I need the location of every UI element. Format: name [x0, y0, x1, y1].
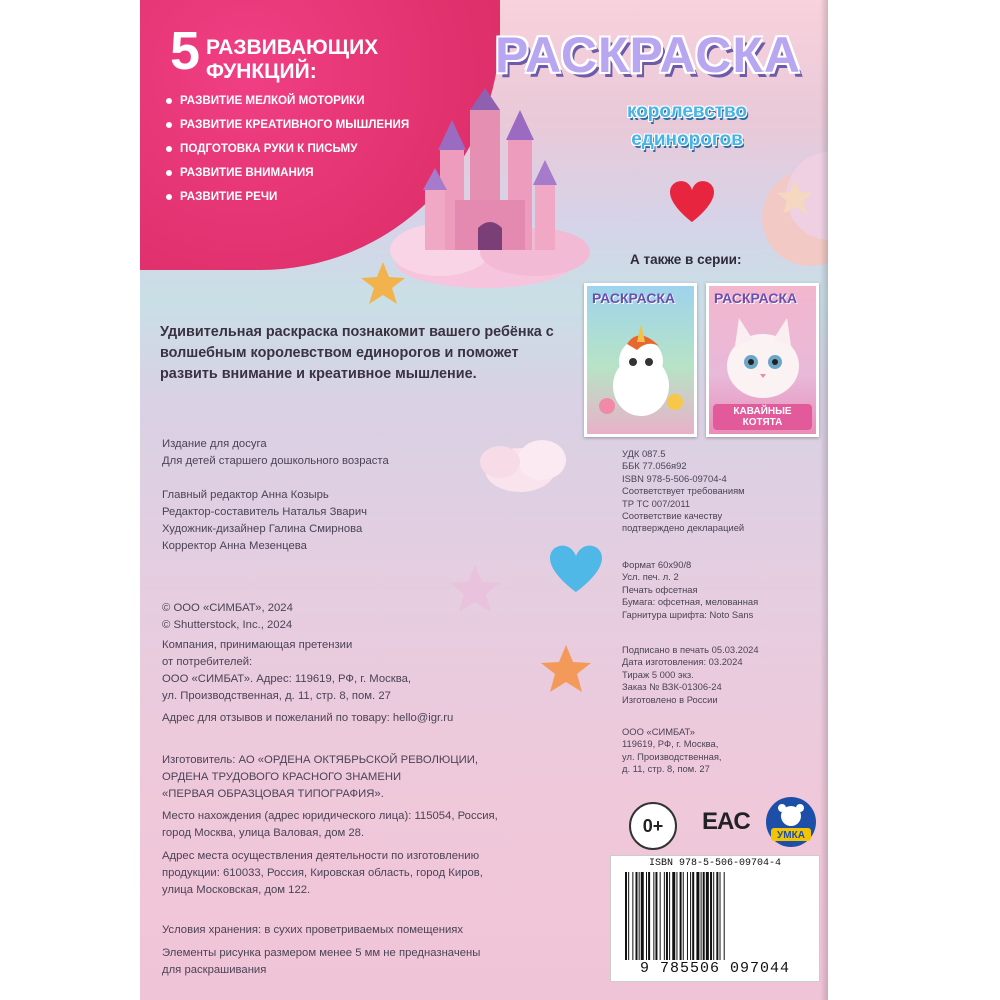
copyright-line: © Shutterstock, Inc., 2024: [162, 619, 293, 631]
print-line: Тираж 5 000 экз.: [622, 668, 694, 680]
series-book-title: РАСКРАСКА: [592, 290, 676, 306]
bibliographic-line: ББК 77.056я92: [622, 460, 687, 472]
format-line: Формат 60x90/8: [622, 559, 692, 570]
bibliographic-block: [622, 448, 745, 535]
star-icon: [450, 565, 500, 612]
format-block: [622, 559, 758, 621]
format-line: Усл. печ. л. 2: [622, 571, 679, 583]
credits-block: [162, 487, 367, 555]
barcode-bar: [703, 872, 705, 960]
publisher-line: д. 11, стр. 8, пом. 27: [622, 763, 710, 775]
manufacturer-block: [162, 752, 478, 803]
barcode-bar: [666, 872, 668, 960]
barcode-bar: [655, 872, 657, 960]
kitten-illustration: [709, 306, 816, 406]
publisher-line: ул. Производственная,: [622, 750, 722, 762]
barcode-bar: [687, 872, 688, 960]
barcode-bars: [625, 872, 811, 960]
series-book-unicorn: [584, 283, 697, 437]
function-item: РАЗВИТИЕ МЕЛКОЙ МОТОРИКИ: [164, 92, 434, 109]
bibliographic-line: УДК 087.5: [622, 448, 666, 459]
function-item: РАЗВИТИЕ ВНИМАНИЯ: [164, 164, 434, 181]
print-block: [622, 644, 759, 706]
publisher-block: [622, 726, 722, 776]
activity-line: Адрес места осуществления деятельности по изготовлению: [162, 850, 480, 862]
barcode-bar: [706, 872, 709, 960]
claims-line: ООО «СИМБАТ». Адрес: 119619, РФ, г. Москва,: [162, 673, 412, 685]
activity-block: [162, 848, 483, 899]
feedback-line: Адрес для отзывов и пожеланий по товару: hello@igr.ru: [162, 712, 454, 724]
location-line: город Москва, улица Валовая, дом 28.: [162, 827, 365, 839]
location-block: [162, 808, 498, 842]
barcode-bar: [692, 872, 694, 960]
barcode-bar: [672, 872, 675, 960]
publisher-line: ООО «СИМБАТ»: [622, 726, 696, 737]
edition-block: [162, 436, 389, 470]
barcode-bar: [641, 872, 644, 960]
barcode-bar: [713, 872, 714, 960]
manufacturer-line: Изготовитель: АО «ОРДЕНА ОКТЯБРЬСКОЙ РЕВОЛЮЦИИ,: [162, 754, 479, 766]
barcode-bar: [632, 872, 633, 960]
copyright-line: © ООО «СИМБАТ», 2024: [162, 602, 293, 614]
barcode-bar: [660, 872, 661, 960]
barcode-bar: [625, 872, 627, 960]
umka-logo: [765, 796, 817, 848]
activity-line: продукции: 610033, Россия, Кировская область, город Киров,: [162, 867, 483, 879]
book-title: РАСКРАСКА: [495, 27, 801, 83]
heart-icon: [550, 546, 602, 592]
manufacturer-line: ОРДЕНА ТРУДОВОГО КРАСНОГО ЗНАМЕНИ: [162, 771, 402, 783]
barcode-bar: [701, 872, 702, 960]
functions-title-line2: ФУНКЦИЙ:: [206, 60, 317, 83]
elements-block: [162, 945, 480, 979]
storage-line: Условия хранения: в сухих проветриваемых помещениях: [162, 924, 464, 936]
series-label: А также в серии:: [630, 252, 742, 267]
copyright-block: [162, 600, 293, 634]
location-line: Место нахождения (адрес юридического лица): 115054, Россия,: [162, 810, 498, 822]
barcode-bar: [696, 872, 699, 960]
elements-line: для раскрашивания: [162, 964, 267, 976]
subtitle-line2: единорогов: [631, 129, 743, 150]
claims-line: ул. Производственная, д. 11, стр. 8, пом. 27: [162, 690, 391, 702]
unicorn-illustration: [587, 306, 694, 426]
bibliographic-line: ISBN 978-5-506-09704-4: [622, 472, 727, 484]
bibliographic-line: Соответствует требованиям: [622, 485, 745, 497]
isbn-barcode: [610, 855, 820, 982]
barcode-bar: [648, 872, 650, 960]
barcode-bar: [680, 872, 682, 960]
cloud-illustration: [480, 440, 566, 492]
barcode-bar: [683, 872, 684, 960]
subtitle-line1: королевство: [626, 101, 748, 122]
function-item: РАЗВИТИЕ РЕЧИ: [164, 188, 434, 205]
credit-line: Главный редактор Анна Козырь: [162, 489, 329, 501]
bibliographic-line: Соответствие качеству: [622, 510, 723, 522]
barcode-bar: [716, 872, 718, 960]
format-line: Печать офсетная: [622, 583, 698, 595]
print-line: Подписано в печать 05.03.2024: [622, 644, 759, 655]
series-book-kittens: [706, 283, 819, 437]
barcode-bar: [628, 872, 629, 960]
edition-line: Издание для досуга: [162, 438, 267, 450]
castle-illustration: [390, 88, 590, 288]
barcode-bar: [639, 872, 640, 960]
barcode-bar: [653, 872, 654, 960]
credit-line: Редактор-составитель Наталья Зварич: [162, 506, 368, 518]
barcode-bar: [710, 872, 712, 960]
intro-text: Удивительная раскраска познакомит вашего ребёнка с волшебным королевством единорогов и поможет развить внимание и креативное мышление.: [160, 324, 554, 382]
barcode-digits: 9 785506 097044: [639, 960, 791, 977]
bibliographic-line: подтверждено декларацией: [622, 522, 745, 534]
print-line: Изготовлено в России: [622, 693, 718, 705]
function-item: ПОДГОТОВКА РУКИ К ПИСЬМУ: [164, 140, 434, 157]
book-back-cover: [140, 0, 828, 1000]
bibliographic-line: ТР ТС 007/2011: [622, 497, 691, 509]
barcode-bar: [669, 872, 670, 960]
barcode-bar: [690, 872, 691, 960]
functions-number: 5: [170, 21, 201, 81]
claims-line: от потребителей:: [162, 656, 253, 668]
series-book-title: РАСКРАСКА: [714, 290, 798, 306]
claims-line: Компания, принимающая претензии: [162, 639, 353, 651]
print-line: Дата изготовления: 03.2024: [622, 656, 743, 668]
barcode-bar: [636, 872, 638, 960]
function-item: РАЗВИТИЕ КРЕАТИВНОГО МЫШЛЕНИЯ: [164, 116, 434, 133]
star-icon: [541, 645, 591, 692]
print-line: Заказ № ВЗК-01306-24: [622, 681, 722, 693]
credit-line: Художник-дизайнер Галина Смирнова: [162, 523, 363, 535]
credit-line: Корректор Анна Мезенцева: [162, 540, 307, 552]
barcode-bar: [724, 872, 725, 960]
publisher-line: 119619, РФ, г. Москва,: [622, 738, 719, 750]
format-line: Гарнитура шрифта: Noto Sans: [622, 608, 754, 620]
barcode-bar: [720, 872, 721, 960]
barcode-bar: [676, 872, 677, 960]
moon-illustration: [762, 152, 828, 266]
activity-line: улица Московская, дом 122.: [162, 884, 311, 896]
elements-line: Элементы рисунка размером менее 5 мм не предназначены: [162, 947, 481, 959]
isbn-barcode-text: ISBN 978-5-506-09704-4: [648, 858, 782, 869]
heart-icon: [670, 181, 714, 222]
series-book-caption: КАВАЙНЫЕ КОТЯТА: [713, 404, 812, 430]
manufacturer-line: «ПЕРВАЯ ОБРАЗЦОВАЯ ТИПОГРАФИЯ».: [162, 788, 384, 800]
brand-name: УМКА: [777, 830, 805, 841]
barcode-bar: [664, 872, 665, 960]
functions-title-line1: РАЗВИВАЮЩИХ: [206, 36, 379, 59]
barcode-bar: [646, 872, 647, 960]
claims-block: [162, 637, 411, 705]
eac-mark: EAC: [702, 808, 750, 835]
page-edge-shadow: [820, 0, 828, 1000]
age-rating-badge: 0+: [629, 802, 677, 850]
format-line: Бумага: офсетная, мелованная: [622, 596, 759, 608]
edition-line: Для детей старшего дошкольного возраста: [162, 455, 389, 467]
